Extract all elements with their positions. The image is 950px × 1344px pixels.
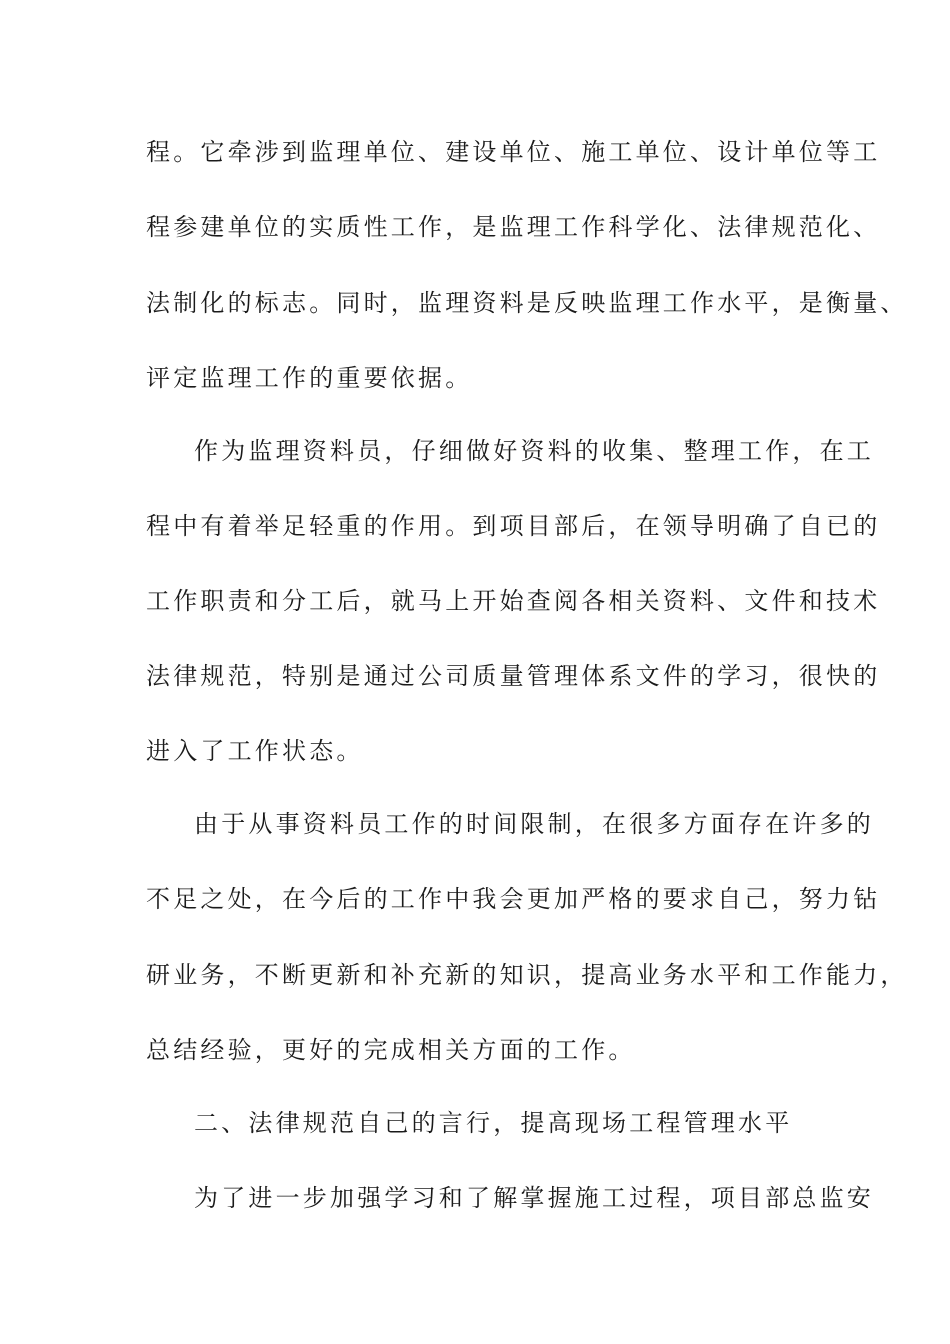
paragraph-line: 作为监理资料员，仔细做好资料的收集、整理工作，在工 (194, 437, 874, 465)
paragraph-line: 法律规范，特别是通过公司质量管理体系文件的学习，很快的 (146, 662, 881, 690)
paragraph-line: 进入了工作状态。 (146, 737, 364, 765)
paragraph-line: 总结经验，更好的完成相关方面的工作。 (146, 1036, 636, 1064)
section-heading: 二、法律规范自己的言行，提高现场工程管理水平 (194, 1109, 793, 1137)
paragraph-line: 由于从事资料员工作的时间限制，在很多方面存在许多的 (194, 810, 874, 838)
paragraph-line: 工作职责和分工后，就马上开始查阅各相关资料、文件和技术 (146, 587, 881, 615)
paragraph-line: 评定监理工作的重要依据。 (146, 364, 473, 392)
paragraph-line: 为了进一步加强学习和了解掌握施工过程，项目部总监安 (194, 1184, 874, 1212)
paragraph-line: 程。它牵涉到监理单位、建设单位、施工单位、设计单位等工 (146, 138, 881, 166)
paragraph-line: 法制化的标志。同时，监理资料是反映监理工作水平，是衡量、 (146, 289, 908, 317)
paragraph-line: 程参建单位的实质性工作，是监理工作科学化、法律规范化、 (146, 213, 881, 241)
paragraph-line: 不足之处，在今后的工作中我会更加严格的要求自己，努力钻 (146, 885, 881, 913)
paragraph-line: 研业务，不断更新和补充新的知识，提高业务水平和工作能力， (146, 961, 908, 989)
paragraph-line: 程中有着举足轻重的作用。到项目部后，在领导明确了自已的 (146, 512, 881, 540)
